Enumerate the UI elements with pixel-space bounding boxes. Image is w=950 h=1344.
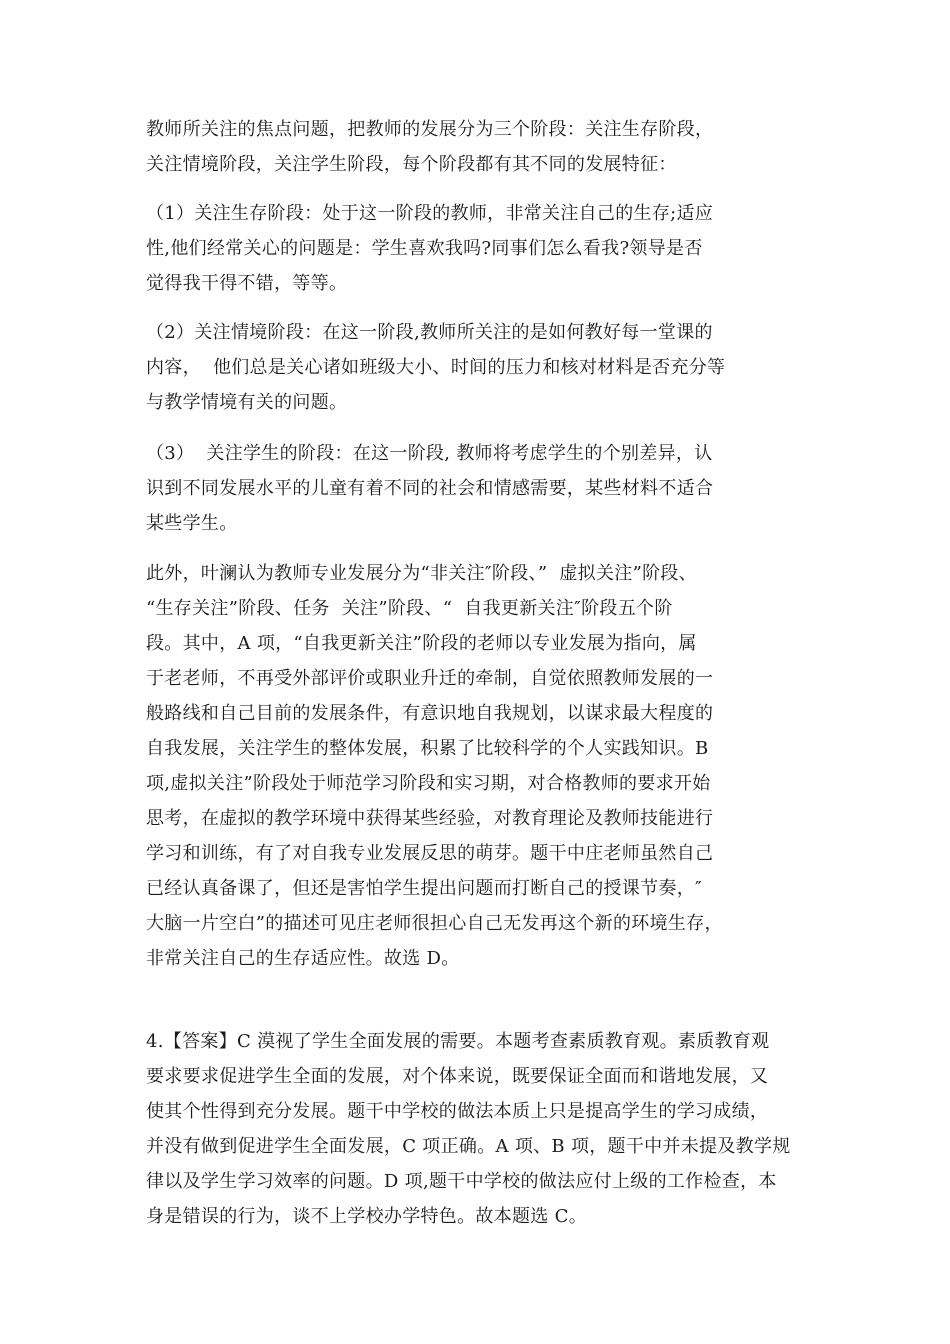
paragraph-stage-1 — [146, 196, 836, 301]
text-line: 大脑一片空白”的描述可见庄老师很担心自己无发再这个新的环境生存， — [146, 913, 723, 934]
text-line: 关注情境阶段，关注学生阶段，每个阶段都有其不同的发展特征： — [146, 154, 677, 175]
text-line: 非常关注自己的生存适应性。故选 D。 — [146, 948, 460, 969]
text-line: 与教学情境有关的问题。 — [146, 392, 348, 413]
text-line: 使其个性得到充分发展。题干中学校的做法本质上只是提高学生的学习成绩， — [146, 1101, 769, 1122]
text-line: 自我发展，关注学生的整体发展，积累了比较科学的个人实践知识。B — [146, 738, 709, 759]
text-line: 已经认真备课了，但还是害怕学生提出问题而打断自己的授课节奏，″ — [146, 878, 703, 899]
paragraph-stage-2 — [146, 315, 836, 420]
paragraph-ye-lan-stages — [146, 556, 836, 976]
text-line: 此外，叶澜认为教师专业发展分为“非关注″阶段、” 虚拟关注”阶段、 — [146, 563, 697, 584]
text-line: 身是错误的行为，谈不上学校办学特色。故本题选 C。 — [146, 1206, 587, 1227]
text-line: 要求要求促进学生全面的发展，对个体来说，既要保证全面而和谐地发展，又 — [146, 1066, 769, 1087]
text-line: 律以及学生学习效率的问题。D 项,题干中学校的做法应付上级的工作检查，本 — [146, 1171, 777, 1192]
text-line: 觉得我干得不错，等等。 — [146, 273, 348, 294]
text-line: 教师所关注的焦点问题，把教师的发展分为三个阶段：关注生存阶段， — [146, 119, 714, 140]
text-line: 般路线和自己目前的发展条件，有意识地自我规划，以谋求最大程度的 — [146, 703, 714, 724]
text-line: 项,虚拟关注”阶段处于师范学习阶段和实习期，对合格教师的要求开始 — [146, 773, 711, 794]
paragraph-stage-3 — [146, 436, 836, 541]
text-line: 于老老师，不再受外部评价或职业升迁的牵制，自觉依照教师发展的一 — [146, 668, 714, 689]
text-line: （1）关注生存阶段：处于这一阶段的教师，非常关注自己的生存;适应 — [146, 203, 714, 224]
text-line: 性,他们经常关心的问题是：学生喜欢我吗?同事们怎么看我?领导是否 — [146, 238, 703, 259]
text-line: 思考，在虚拟的教学环境中获得某些经验，对教育理论及教师技能进行 — [146, 808, 714, 829]
text-line: 某些学生。 — [146, 513, 238, 534]
paragraph-answer-4 — [146, 1024, 836, 1234]
text-line: 段。其中，A 项，“自我更新关注”阶段的老师以专业发展为指向，属 — [146, 633, 697, 654]
text-line: 识到不同发展水平的儿童有着不同的社会和情感需要，某些材料不适合 — [146, 478, 714, 499]
text-line: 4.【答案】C 漠视了学生全面发展的需要。本题考查素质教育观。素质教育观 — [146, 1031, 770, 1052]
paragraph-intro — [146, 112, 836, 182]
text-line: （2）关注情境阶段：在这一阶段,教师所关注的是如何教好每一堂课的 — [146, 322, 713, 343]
text-line: 内容， 他们总是关心诸如班级大小、时间的压力和核对材料是否充分等 — [146, 357, 726, 378]
text-line: 学习和训练，有了对自我专业发展反思的萌芽。题干中庄老师虽然自己 — [146, 843, 714, 864]
text-line: “生存关注”阶段、任务 关注”阶段、“ 自我更新关注″阶段五个阶 — [146, 598, 673, 619]
text-line: 并没有做到促进学生全面发展，C 项正确。A 项、B 项，题干中并未提及教学规 — [146, 1136, 791, 1157]
text-line: （3） 关注学生的阶段：在这一阶段, 教师将考虑学生的个别差异，认 — [146, 443, 713, 464]
